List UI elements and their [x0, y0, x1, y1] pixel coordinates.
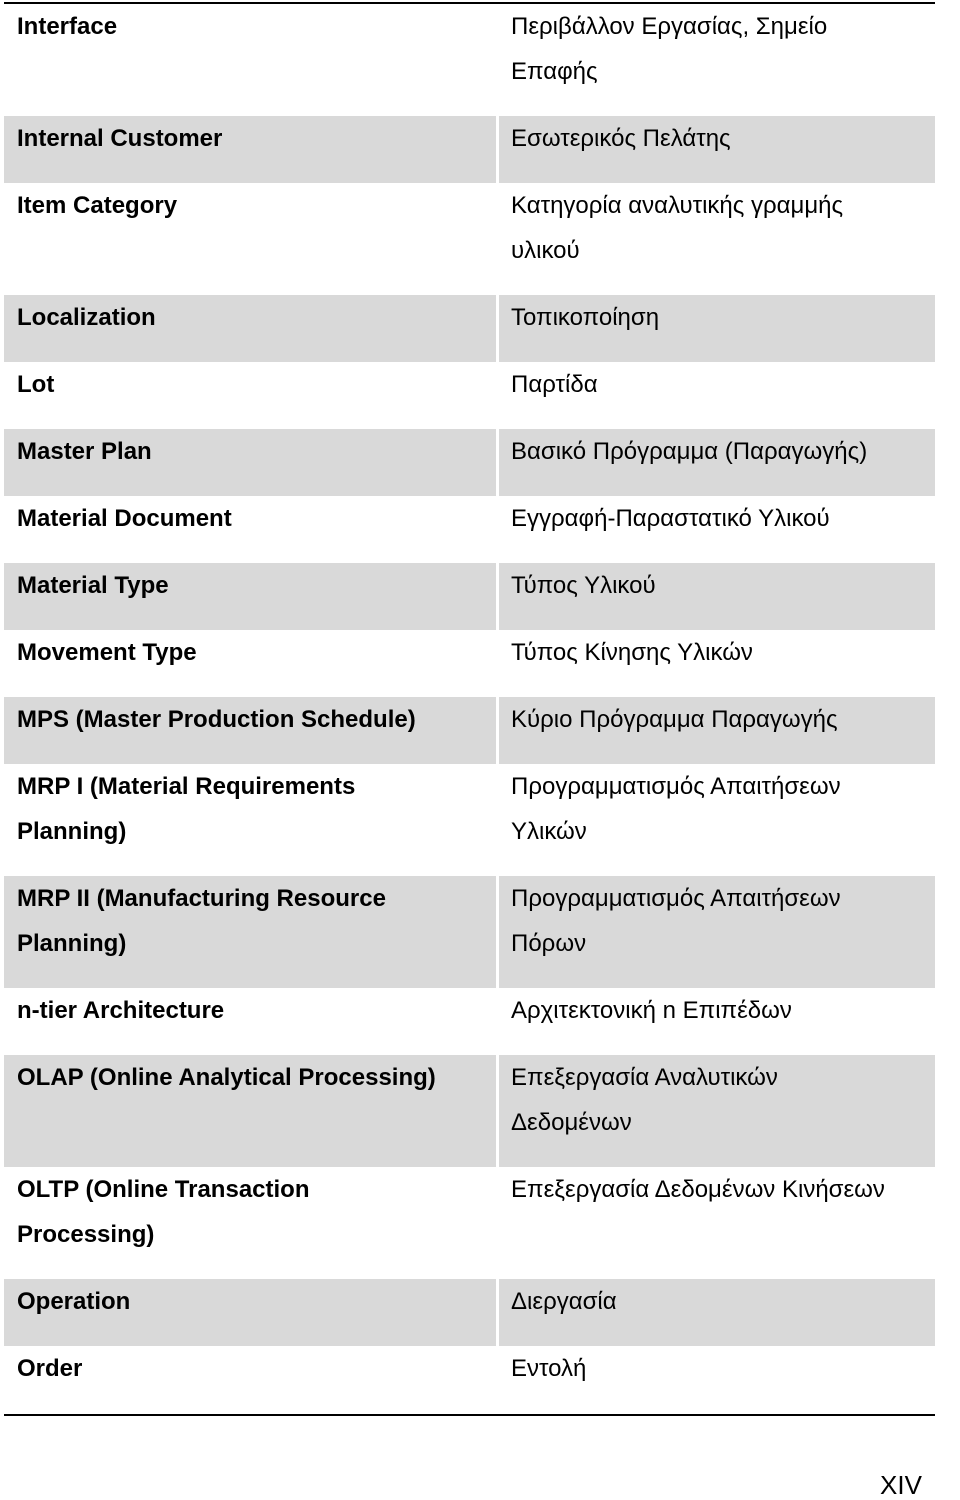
glossary-translation: Βασικό Πρόγραμμα (Παραγωγής): [499, 429, 935, 496]
glossary-term: Material Document: [17, 505, 232, 532]
glossary-translation: [499, 876, 935, 988]
glossary-row: [4, 988, 935, 1055]
glossary-term: Interface: [17, 13, 118, 40]
glossary-term: Material Type: [4, 563, 496, 630]
glossary-term: Item Category: [17, 192, 178, 219]
glossary-translation: Κύριο Πρόγραμμα Παραγωγής: [499, 697, 935, 764]
glossary-row: [4, 1279, 935, 1346]
glossary-translation: Εσωτερικός Πελάτης: [499, 116, 935, 183]
glossary-row: [4, 1167, 935, 1279]
glossary-row: [4, 764, 935, 876]
term-text: MRP II (Manufacturing Resource Planning): [17, 885, 386, 957]
glossary-term: Localization: [4, 295, 496, 362]
glossary-table: [4, 4, 935, 1413]
glossary-translation: Τύπος Υλικού: [499, 563, 935, 630]
glossary-translation: [499, 1055, 935, 1167]
glossary-term: Master Plan: [4, 429, 496, 496]
glossary-term: MPS (Master Production Schedule): [4, 697, 496, 764]
glossary-row: [4, 1346, 935, 1413]
glossary-row: [4, 697, 935, 764]
glossary-row: [4, 4, 935, 116]
page-number: XIV: [880, 1470, 922, 1500]
glossary-translation: Επεξεργασία Δεδομένων Κινήσεων: [511, 1176, 885, 1203]
translation-text: Κατηγορία αναλυτικής γραμμής υλικού: [511, 192, 844, 264]
translation-text: Προγραμματισμός Απαιτήσεων Πόρων: [511, 885, 841, 957]
glossary-term: [4, 1167, 496, 1279]
bottom-rule: [4, 1414, 935, 1416]
glossary-translation: Εντολή: [511, 1355, 587, 1382]
term-text: MRP I (Material Requirements Planning): [17, 773, 356, 845]
glossary-row: [4, 429, 935, 496]
glossary-row: [4, 295, 935, 362]
glossary-row: [4, 496, 935, 563]
glossary-term: Movement Type: [17, 639, 197, 666]
glossary-translation: [499, 764, 935, 876]
glossary-row: [4, 116, 935, 183]
term-text: OLTP (Online Transaction Processing): [17, 1176, 310, 1248]
glossary-row: [4, 563, 935, 630]
glossary-row: [4, 876, 935, 988]
glossary-translation: Εγγραφή-Παραστατικό Υλικού: [511, 505, 830, 532]
glossary-translation: Τοπικοποίηση: [499, 295, 935, 362]
glossary-term: [4, 764, 496, 876]
glossary-term: Operation: [4, 1279, 496, 1346]
glossary-row: [4, 630, 935, 697]
glossary-translation: [499, 4, 935, 116]
glossary-term: Lot: [17, 371, 55, 398]
glossary-translation: Τύπος Κίνησης Υλικών: [511, 639, 753, 666]
glossary-translation: [499, 183, 935, 295]
translation-text: Περιβάλλον Εργασίας, Σημείο Επαφής: [511, 13, 828, 85]
glossary-row: [4, 183, 935, 295]
glossary-term: Order: [17, 1355, 83, 1382]
glossary-translation: Διεργασία: [499, 1279, 935, 1346]
glossary-term: OLAP (Online Analytical Processing): [4, 1055, 496, 1167]
glossary-term: Internal Customer: [4, 116, 496, 183]
translation-text: Προγραμματισμός Απαιτήσεων Υλικών: [511, 773, 841, 845]
glossary-translation: Παρτίδα: [511, 371, 598, 398]
glossary-translation: Αρχιτεκτονική n Επιπέδων: [511, 997, 792, 1024]
translation-text: Επεξεργασία Αναλυτικών Δεδομένων: [511, 1064, 778, 1136]
glossary-row: [4, 362, 935, 429]
glossary-row: [4, 1055, 935, 1167]
glossary-term: n-tier Architecture: [17, 997, 225, 1024]
glossary-term: [4, 876, 496, 988]
